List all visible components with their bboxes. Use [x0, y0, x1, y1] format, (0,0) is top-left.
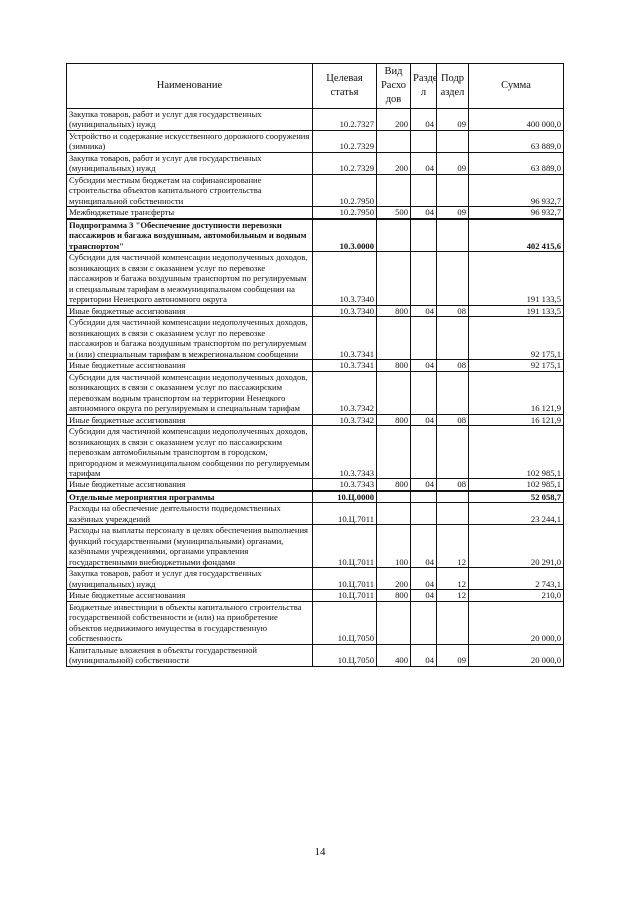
cell-target: 10.3.0000 [313, 219, 377, 252]
cell-name: Закупка товаров, работ и услуг для государственных (муниципальных) нужд [67, 109, 313, 131]
cell-target: 10.3.7341 [313, 360, 377, 371]
cell-section [411, 426, 437, 479]
cell-name: Подпрограмма 3 "Обеспечение доступности перевозки пассажиров и багажа воздушным, автомобильным и водным транспортом" [67, 219, 313, 252]
table-row [67, 525, 564, 568]
table-row [67, 644, 564, 666]
cell-subsection [437, 503, 469, 525]
cell-section [411, 317, 437, 360]
cell-section [411, 491, 437, 503]
cell-subsection: 12 [437, 590, 469, 601]
cell-section [411, 371, 437, 414]
cell-target: 10.2.7329 [313, 130, 377, 152]
table-row [67, 109, 564, 131]
cell-kind: 800 [377, 414, 411, 425]
cell-section: 04 [411, 590, 437, 601]
cell-name: Иные бюджетные ассигнования [67, 590, 313, 601]
cell-name: Иные бюджетные ассигнования [67, 360, 313, 371]
cell-target: 10.Ц.7011 [313, 568, 377, 590]
cell-kind [377, 503, 411, 525]
cell-kind [377, 252, 411, 305]
cell-kind [377, 130, 411, 152]
cell-target: 10.Ц.7011 [313, 525, 377, 568]
table-row [67, 371, 564, 414]
table-row [67, 360, 564, 371]
cell-sum: 20 000,0 [469, 644, 564, 666]
cell-target: 10.3.7340 [313, 305, 377, 316]
table-row [67, 503, 564, 525]
cell-sum: 52 058,7 [469, 491, 564, 503]
cell-subsection: 08 [437, 414, 469, 425]
table-row [67, 317, 564, 360]
table-row [67, 601, 564, 644]
header-name: Наименование [67, 64, 313, 109]
cell-target: 10.2.7327 [313, 109, 377, 131]
cell-target: 10.3.7343 [313, 426, 377, 479]
cell-sum: 402 415,6 [469, 219, 564, 252]
cell-sum: 191 133,5 [469, 305, 564, 316]
cell-kind [377, 174, 411, 206]
cell-kind: 800 [377, 305, 411, 316]
table-row [67, 219, 564, 252]
cell-target: 10.2.7329 [313, 152, 377, 174]
cell-subsection [437, 219, 469, 252]
cell-section [411, 130, 437, 152]
cell-subsection [437, 317, 469, 360]
cell-section: 04 [411, 644, 437, 666]
cell-sum: 92 175,1 [469, 317, 564, 360]
table-row [67, 130, 564, 152]
cell-kind [377, 426, 411, 479]
cell-target: 10.2.7950 [313, 174, 377, 206]
cell-subsection: 12 [437, 525, 469, 568]
cell-name: Отдельные мероприятия программы [67, 491, 313, 503]
cell-section: 04 [411, 479, 437, 491]
cell-sum: 92 175,1 [469, 360, 564, 371]
cell-kind: 800 [377, 590, 411, 601]
cell-subsection: 08 [437, 305, 469, 316]
cell-sum: 63 889,0 [469, 152, 564, 174]
cell-kind: 100 [377, 525, 411, 568]
cell-kind: 200 [377, 109, 411, 131]
header-sum: Сумма [469, 64, 564, 109]
cell-sum: 400 000,0 [469, 109, 564, 131]
table-row [67, 479, 564, 491]
table-row [67, 568, 564, 590]
cell-subsection [437, 130, 469, 152]
header-section: Разде л [411, 64, 437, 109]
cell-target: 10.Ц.7050 [313, 644, 377, 666]
cell-subsection: 09 [437, 109, 469, 131]
cell-subsection [437, 491, 469, 503]
cell-subsection [437, 426, 469, 479]
cell-name: Иные бюджетные ассигнования [67, 305, 313, 316]
cell-name: Иные бюджетные ассигнования [67, 414, 313, 425]
cell-sum: 23 244,1 [469, 503, 564, 525]
cell-name: Устройство и содержание искусственного дорожного сооружения (зимника) [67, 130, 313, 152]
cell-section [411, 219, 437, 252]
cell-kind [377, 601, 411, 644]
cell-target: 10.Ц.7050 [313, 601, 377, 644]
cell-subsection: 08 [437, 360, 469, 371]
cell-kind [377, 219, 411, 252]
cell-sum: 210,0 [469, 590, 564, 601]
cell-section [411, 252, 437, 305]
table-row [67, 305, 564, 316]
cell-section: 04 [411, 305, 437, 316]
cell-subsection: 09 [437, 152, 469, 174]
budget-table [66, 63, 564, 667]
cell-kind: 800 [377, 479, 411, 491]
table-row [67, 590, 564, 601]
cell-name: Капитальные вложения в объекты государственной (муниципальной) собственности [67, 644, 313, 666]
cell-name: Субсидии для частичной компенсации недополученных доходов, возникающих в связи с оказанием услуг по пассажирским перевозкам автомобильным транспортом в городском, пригородном и межмуниципальном сообщении по регулируемым тарифам [67, 426, 313, 479]
cell-kind: 200 [377, 568, 411, 590]
cell-target: 10.3.7341 [313, 317, 377, 360]
table-row [67, 152, 564, 174]
header-target: Целевая статья [313, 64, 377, 109]
cell-name: Закупка товаров, работ и услуг для государственных (муниципальных) нужд [67, 568, 313, 590]
cell-section: 04 [411, 207, 437, 219]
cell-name: Расходы на выплаты персоналу в целях обеспечения выполнения функций государственными (муниципальными) органами, казёнными учреждениями, органами управления государственными внебюджетными фондами [67, 525, 313, 568]
cell-sum: 16 121,9 [469, 371, 564, 414]
cell-section [411, 174, 437, 206]
cell-target: 10.3.7342 [313, 414, 377, 425]
page-number: 14 [314, 846, 326, 858]
header-subsection: Подр аздел [437, 64, 469, 109]
cell-kind [377, 371, 411, 414]
cell-target: 10.Ц.7011 [313, 590, 377, 601]
table-row [67, 491, 564, 503]
table-body [67, 109, 564, 667]
cell-name: Субсидии местным бюджетам на софинансирование строительства объектов капитального строительства муниципальной собственности [67, 174, 313, 206]
cell-section: 04 [411, 414, 437, 425]
cell-target: 10.3.7342 [313, 371, 377, 414]
cell-kind: 400 [377, 644, 411, 666]
cell-subsection: 09 [437, 644, 469, 666]
cell-subsection: 09 [437, 207, 469, 219]
cell-name: Иные бюджетные ассигнования [67, 479, 313, 491]
cell-sum: 191 133,5 [469, 252, 564, 305]
cell-sum: 96 932,7 [469, 207, 564, 219]
cell-target: 10.3.7340 [313, 252, 377, 305]
cell-sum: 20 000,0 [469, 601, 564, 644]
cell-name: Бюджетные инвестиции в объекты капитального строительства государственной собственности и (или) на приобретение объектов недвижимого имущества в государственную собственность [67, 601, 313, 644]
cell-section: 04 [411, 568, 437, 590]
cell-sum: 96 932,7 [469, 174, 564, 206]
cell-section [411, 503, 437, 525]
cell-section: 04 [411, 109, 437, 131]
cell-name: Субсидии для частичной компенсации недополученных доходов, возникающих в связи с оказанием услуг по пассажирским перевозкам водным транспортом на территории Ненецкого автономного округа по регулируемым и специальным тарифам [67, 371, 313, 414]
cell-sum: 102 985,1 [469, 426, 564, 479]
cell-subsection: 12 [437, 568, 469, 590]
table-row [67, 414, 564, 425]
table-row [67, 252, 564, 305]
table-row [67, 207, 564, 219]
cell-kind: 500 [377, 207, 411, 219]
header-kind: Вид Расхо дов [377, 64, 411, 109]
cell-name: Закупка товаров, работ и услуг для государственных (муниципальных) нужд [67, 152, 313, 174]
cell-name: Субсидии для частичной компенсации недополученных доходов, возникающих в связи с оказанием услуг по перевозке пассажиров и багажа воздушным транспортом по регулируемым и (или) специальным тарифам в межрегиональном сообщении [67, 317, 313, 360]
cell-section: 04 [411, 152, 437, 174]
cell-target: 10.2.7950 [313, 207, 377, 219]
cell-kind [377, 491, 411, 503]
cell-subsection [437, 174, 469, 206]
cell-target: 10.Ц.7011 [313, 503, 377, 525]
cell-sum: 20 291,0 [469, 525, 564, 568]
cell-section [411, 601, 437, 644]
cell-target: 10.Ц.0000 [313, 491, 377, 503]
table-header-row [67, 64, 564, 109]
table-row [67, 174, 564, 206]
cell-sum: 16 121,9 [469, 414, 564, 425]
cell-name: Расходы на обеспечение деятельности подведомственных казённых учреждений [67, 503, 313, 525]
cell-kind: 800 [377, 360, 411, 371]
cell-subsection [437, 601, 469, 644]
table-row [67, 426, 564, 479]
cell-section: 04 [411, 360, 437, 371]
cell-target: 10.3.7343 [313, 479, 377, 491]
cell-name: Межбюджетные трансферты [67, 207, 313, 219]
cell-kind [377, 317, 411, 360]
cell-kind: 200 [377, 152, 411, 174]
cell-section: 04 [411, 525, 437, 568]
cell-subsection [437, 252, 469, 305]
cell-subsection: 08 [437, 479, 469, 491]
cell-sum: 63 889,0 [469, 130, 564, 152]
cell-subsection [437, 371, 469, 414]
cell-sum: 2 743,1 [469, 568, 564, 590]
cell-name: Субсидии для частичной компенсации недополученных доходов, возникающих в связи с оказанием услуг по перевозке пассажиров и багажа воздушным транспортом по регулируемым и специальным тарифам в межмуниципальном сообщении на территории Ненецкого автономного округа [67, 252, 313, 305]
cell-sum: 102 985,1 [469, 479, 564, 491]
